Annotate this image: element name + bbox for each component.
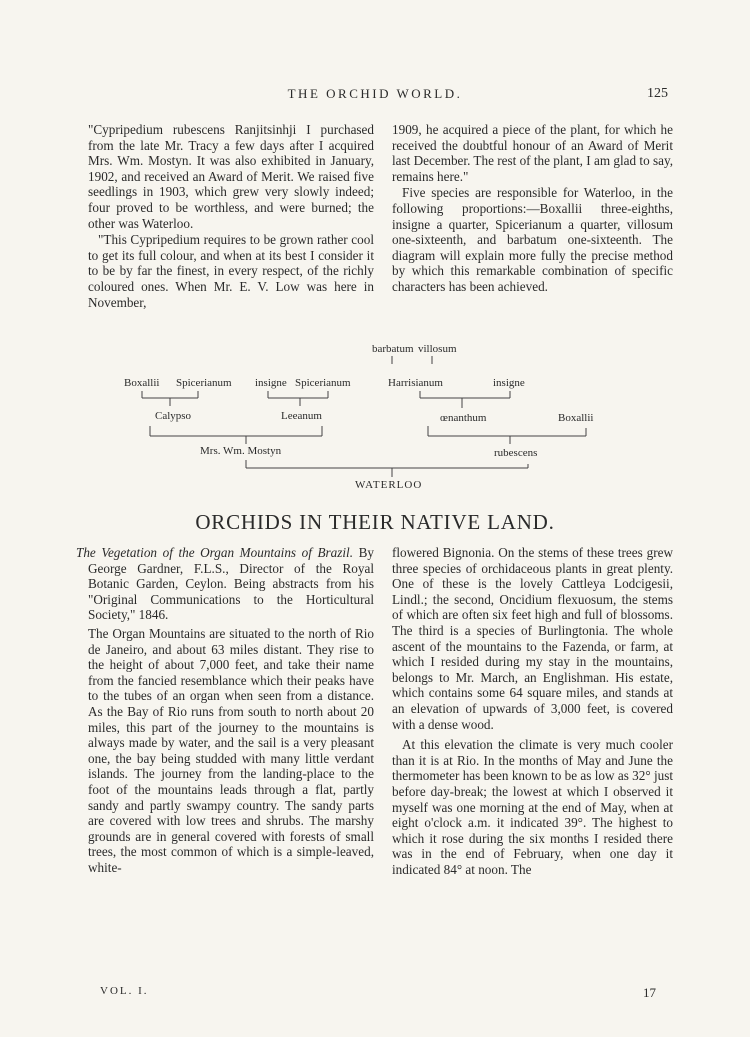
citation-details: By George Gardner, F.L.S., Director of the Royal Botanic Garden, Ceylon. Being abstracts from his "Original Communications to the Horticultural Society," 1846. bbox=[88, 545, 374, 623]
label-rubescens: rubescens bbox=[494, 447, 538, 459]
article-right-column bbox=[392, 545, 673, 877]
label-mrs-wm-mostyn: Mrs. Wm. Mostyn bbox=[200, 445, 282, 457]
top-left-column bbox=[88, 122, 374, 310]
label-harrisianum: Harrisianum bbox=[388, 377, 443, 389]
label-insigne: insigne bbox=[493, 377, 525, 389]
label-boxallii: Boxallii bbox=[558, 412, 594, 424]
label-waterloo: WATERLOO bbox=[355, 479, 423, 491]
article-citation bbox=[76, 545, 374, 623]
label-oenanthum: œnanthum bbox=[440, 412, 487, 424]
label-barbatum: barbatum bbox=[372, 343, 414, 355]
section-title: ORCHIDS IN THEIR NATIVE LAND. bbox=[195, 510, 555, 534]
paragraph: At this elevation the climate is very much cooler than it is at Rio. In the months of May and June the thermometer has been known to be as low as 32° just before day-break; the lowest at which I observed it myself was one morning at the end of May, when at eight o'clock a.m. it indicated 39°. The highest to which it rose during the six months I resided there was in the end of February, when one day it indicated 84° at noon. The bbox=[392, 737, 673, 877]
paragraph: "This Cypripedium requires to be grown rather cool to get its full colour, and when at its best I consider it to be by far the finest, in every respect, of the richly coloured ones. When Mr. E. V. Low was here in November, bbox=[88, 232, 374, 310]
label-spicerianum: Spicerianum bbox=[295, 377, 351, 389]
article-left-column bbox=[76, 545, 374, 875]
label-calypso: Calypso bbox=[155, 410, 192, 422]
pedigree-lines bbox=[0, 340, 750, 500]
footer-volume: VOL. I. bbox=[100, 985, 149, 997]
paragraph: 1909, he acquired a piece of the plant, for which he received the doubtful honour of an Award of Merit last December. The rest of the plant, I am glad to say, remains here." bbox=[392, 122, 673, 184]
paragraph: "Cypripedium rubescens Ranjitsinhji I purchased from the late Mr. Tracy a few days after I acquired Mrs. Wm. Mostyn. It was also exhibited in January, 1902, and received an Award of Merit. We raised five seedlings in 1903, which grew very slowly indeed; four proved to be worthless, and were burned; the other was Waterloo. bbox=[88, 122, 374, 231]
citation-title: The Vegetation of the Organ Mountains of Brazil. bbox=[76, 545, 354, 560]
footer-signature: 17 bbox=[643, 985, 656, 1000]
running-title: THE ORCHID WORLD. bbox=[287, 86, 463, 101]
paragraph: The Organ Mountains are situated to the north of Rio de Janeiro, and about 63 miles distant. They rise to the height of about 7,000 feet, and take their name from the fancied resemblance which their peaks have to the tubes of an organ when seen from a distance. As the Bay of Rio runs from south to north about 20 miles, this part of the journey to the mountains is always made by water, and the sail is a very pleasant one, the bay being studded with many little verdant islands. The journey from the landing-place to the foot of the mountains leads through a flat, partly sandy and partly swampy country. The sandy parts are covered with low trees and shrubs. The marshy grounds are in general covered with forests of small trees, the most common of which is a simple-leaved, white- bbox=[88, 625, 374, 875]
pedigree-diagram bbox=[0, 340, 750, 500]
paragraph: Five species are responsible for Waterloo, in the following proportions:—Boxallii three-eighths, insigne a quarter, Spicerianum a quarter, villosum one-sixteenth, and barbatum one-sixteenth. The diagram will explain more fully the precise method by which this remarkable combination of specific characters has been achieved. bbox=[392, 185, 673, 294]
label-boxallii: Boxallii bbox=[124, 377, 160, 389]
label-spicerianum: Spicerianum bbox=[176, 377, 232, 389]
label-leeanum: Leeanum bbox=[281, 410, 322, 422]
top-right-column bbox=[392, 122, 673, 295]
label-villosum: villosum bbox=[418, 343, 457, 355]
label-insigne: insigne bbox=[255, 377, 287, 389]
paragraph: flowered Bignonia. On the stems of these trees grew three species of orchidaceous plants in great plenty. One of these is the lovely Cattleya Lodcigesii, Lindl.; the second, Oncidium flexuosum, the stems of which are often six feet high and full of blossoms. The third is a species of Burlingtonia. The whole ascent of the mountains to the Fazenda, or farm, at which I resided during my stay in the mountains, belongs to Mr. March, an Englishman. His estate, which contains some 64 square miles, and stands at an elevation of upwards of 3,000 feet, is covered with a dense wood. bbox=[392, 545, 673, 732]
page-number: 125 bbox=[647, 86, 668, 101]
